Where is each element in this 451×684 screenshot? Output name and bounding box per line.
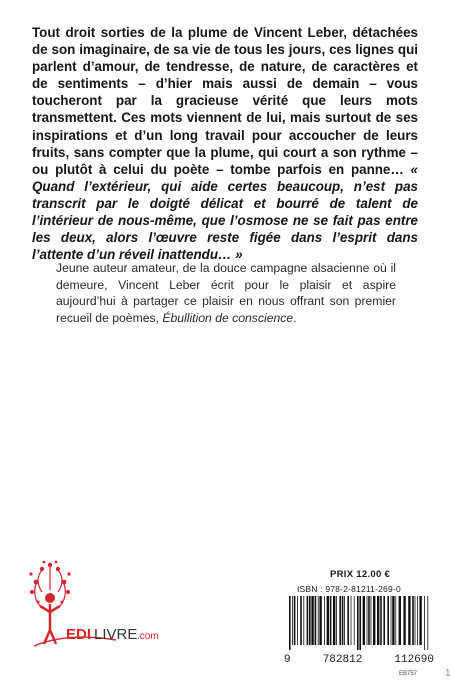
barcode-bar xyxy=(383,596,385,645)
barcode-bar xyxy=(367,596,368,645)
brand-livre: LIVRE xyxy=(94,626,138,643)
barcode-bar xyxy=(368,596,370,645)
barcode-digits-right: 112690 xyxy=(394,654,434,666)
edilivre-logo xyxy=(28,560,178,660)
summary-text xyxy=(32,24,418,263)
barcode-bar xyxy=(339,596,341,645)
barcode-bar xyxy=(357,596,359,650)
barcode-bar xyxy=(315,596,317,645)
barcode-bar xyxy=(292,596,293,645)
brand-edi: EDI xyxy=(66,626,92,643)
price-label: PRIX 12.00 € xyxy=(330,569,391,580)
barcode-bar xyxy=(373,596,375,645)
barcode-digits-left: 782812 xyxy=(322,654,363,666)
barcode-bar xyxy=(395,596,396,645)
author-bio xyxy=(56,260,396,326)
barcode-bar xyxy=(419,596,421,645)
barcode-bar xyxy=(415,596,416,645)
barcode-bar xyxy=(347,596,349,645)
barcode-bar xyxy=(311,596,313,645)
barcode-bar xyxy=(363,596,365,645)
barcode-digit-first: 9 xyxy=(284,654,291,666)
author-bio-end: . xyxy=(293,310,297,325)
barcode xyxy=(287,596,430,650)
barcode-bar xyxy=(399,596,401,645)
brand-suffix: .com xyxy=(137,631,159,642)
barcode-bar xyxy=(300,596,302,645)
product-code: EB757 xyxy=(399,671,418,677)
barcode-bar xyxy=(336,596,337,645)
summary-paragraph: Tout droit sorties de la plume de Vincent Leber, détachées de son imaginaire, de sa vie de tous les jours, ces lignes qui parlent d’amour, de tendresse, de nature, de caractères et de sentiments – d’hier mais aussi de demain – vous toucheront par la gracieuse vérité que leurs mots transmettent. Ces mots viennent de lui, mais surtout de ses inspirations et d’un long travail pour accoucher de leurs fruits, sans compter que la plume, qui court a son rythme – ou plutôt à celui du poète – tombe parfois en panne… xyxy=(32,25,418,177)
barcode-bar xyxy=(319,596,321,645)
barcode-bar xyxy=(351,596,352,645)
barcode-bar xyxy=(424,596,425,650)
page-number: 1 xyxy=(445,668,451,679)
barcode-bar xyxy=(380,596,382,645)
barcode-bar xyxy=(412,596,414,645)
barcode-bar xyxy=(333,596,335,645)
barcode-bar xyxy=(342,596,344,645)
author-bio-text: Jeune auteur amateur, de la douce campagne alsacienne où il demeure, Vincent Leber écrit pour le plaisir et aspire aujourd’hui à partager ce plaisir en nous offrant son premier recueil de poèmes, xyxy=(56,261,396,325)
barcode-bar xyxy=(371,596,372,645)
barcode-bar xyxy=(344,596,345,645)
barcode-bar xyxy=(307,596,309,645)
barcode-bar xyxy=(289,596,291,650)
barcode-bar xyxy=(303,596,304,645)
barcode-bar xyxy=(297,596,298,645)
tree-figure-icon xyxy=(29,561,70,644)
pull-quote: « Quand l’extérieur, qui aide certes beaucoup, n’est pas transcrit par le doigté délicat et bourré de talent de l’intérieur de nous-même, que l’osmose ne se fait pas entre les deux, alors l’œuvre reste figée dans l’esprit dans l’attente d’un réveil inattendu… » xyxy=(32,161,418,263)
barcode-digits xyxy=(284,654,434,666)
barcode-bar xyxy=(318,596,319,645)
book-title: Ébullition de conscience xyxy=(162,310,294,325)
barcode-bar xyxy=(392,596,394,645)
barcode-bar xyxy=(327,596,329,645)
barcode-bar xyxy=(391,596,392,645)
barcode-bar xyxy=(330,596,332,645)
barcode-bar xyxy=(309,596,311,645)
barcode-bar xyxy=(408,596,410,645)
barcode-bar xyxy=(417,596,418,645)
barcode-bar xyxy=(294,596,296,645)
barcode-bar xyxy=(427,596,428,650)
barcode-bar xyxy=(359,596,361,650)
isbn-label: ISBN : 978-2-81211-269-0 xyxy=(297,584,401,594)
barcode-bar xyxy=(387,596,389,645)
barcode-bar xyxy=(377,596,379,645)
barcode-bar xyxy=(403,596,405,645)
barcode-bar xyxy=(354,596,355,645)
barcode-bar xyxy=(324,596,325,645)
